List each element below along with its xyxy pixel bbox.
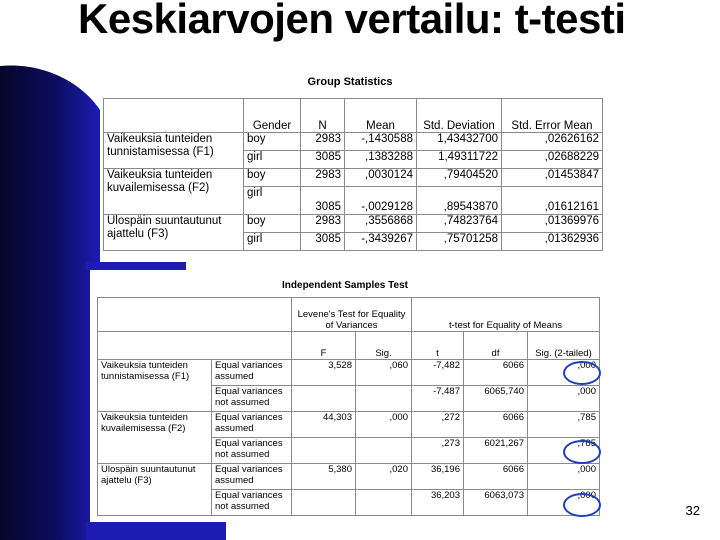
sd-cell: 1,49311722 [417, 151, 502, 169]
df-cell: 6066 [464, 360, 528, 386]
mean-cell: -,3439267 [345, 233, 417, 251]
header-cell: N [301, 99, 345, 133]
variable-label: Vaikeuksia tunteiden kuvailemisessa (F2) [98, 412, 212, 464]
f-cell [292, 490, 356, 516]
df-cell: 6065,740 [464, 386, 528, 412]
header-cell: df [464, 332, 528, 360]
sd-cell: ,74823764 [417, 215, 502, 233]
gender-cell: boy [244, 133, 301, 151]
se-cell: ,01612161 [502, 187, 603, 215]
variable-label: Vaikeuksia tunteiden tunnistamisessa (F1) [98, 360, 212, 412]
f-cell: 3,528 [292, 360, 356, 386]
header-cell: F [292, 332, 356, 360]
page-number: 32 [685, 503, 700, 518]
sig-cell: ,060 [356, 360, 412, 386]
gender-cell: girl [244, 233, 301, 251]
header-cell: Std. Error Mean [502, 99, 603, 133]
sig-cell [356, 438, 412, 464]
header-cell: Mean [345, 99, 417, 133]
n-cell: 3085 [301, 233, 345, 251]
sig2-cell: ,000 [528, 490, 600, 516]
assumption-cell: Equal variances not assumed [212, 490, 292, 516]
t-cell: -7,482 [412, 360, 464, 386]
t-cell: ,273 [412, 438, 464, 464]
f-cell [292, 438, 356, 464]
variable-label: Ulospäin suuntautunut ajattelu (F3) [104, 215, 244, 251]
n-cell: 2983 [301, 133, 345, 151]
sig2-cell: ,000 [528, 386, 600, 412]
assumption-cell: Equal variances assumed [212, 464, 292, 490]
assumption-cell: Equal variances assumed [212, 360, 292, 386]
t-cell: 36,203 [412, 490, 464, 516]
se-cell: ,01369976 [502, 215, 603, 233]
mean-cell: -,0029128 [345, 187, 417, 215]
mean-cell: ,1383288 [345, 151, 417, 169]
gender-cell: boy [244, 169, 301, 187]
table-row [98, 412, 600, 438]
df-cell: 6021,267 [464, 438, 528, 464]
mean-cell: ,3556868 [345, 215, 417, 233]
variable-label: Vaikeuksia tunteiden kuvailemisessa (F2) [104, 169, 244, 215]
highlight-ring-f1 [563, 361, 601, 385]
slide-title: Keskiarvojen vertailu: t-testi [78, 0, 626, 42]
group-statistics-table [103, 98, 603, 251]
table-row [104, 133, 603, 151]
n-cell: 3085 [301, 187, 345, 215]
table-header-row [98, 298, 600, 332]
assumption-cell: Equal variances not assumed [212, 438, 292, 464]
header-cell: t [412, 332, 464, 360]
sd-cell: ,79404520 [417, 169, 502, 187]
table-header-row [104, 99, 603, 133]
f-cell: 44,303 [292, 412, 356, 438]
gender-cell: boy [244, 215, 301, 233]
sig2-cell: ,000 [528, 464, 600, 490]
n-cell: 2983 [301, 215, 345, 233]
group-statistics-title: Group Statistics [307, 76, 393, 88]
navy-bar-shape [86, 262, 186, 270]
table-row [104, 169, 603, 187]
table-row [98, 464, 600, 490]
gender-cell: girl [244, 187, 301, 215]
navy-curve-shape [0, 65, 100, 540]
sig2-cell: ,000 [528, 360, 600, 386]
df-cell: 6066 [464, 464, 528, 490]
f-cell: 5,380 [292, 464, 356, 490]
se-cell: ,01362936 [502, 233, 603, 251]
t-cell: -7,487 [412, 386, 464, 412]
sig2-cell: ,785 [528, 412, 600, 438]
assumption-cell: Equal variances not assumed [212, 386, 292, 412]
f-cell [292, 386, 356, 412]
header-cell: Sig. [356, 332, 412, 360]
mean-cell: ,0030124 [345, 169, 417, 187]
variable-label: Ulospäin suuntautunut ajattelu (F3) [98, 464, 212, 516]
header-cell: Sig. (2-tailed) [528, 332, 600, 360]
sd-cell: ,89543870 [417, 187, 502, 215]
n-cell: 2983 [301, 169, 345, 187]
header-cell: Std. Deviation [417, 99, 502, 133]
n-cell: 3085 [301, 151, 345, 169]
header-cell: Gender [244, 99, 301, 133]
se-cell: ,01453847 [502, 169, 603, 187]
ttest-header: t-test for Equality of Means [412, 298, 600, 332]
df-cell: 6066 [464, 412, 528, 438]
t-cell: ,272 [412, 412, 464, 438]
table-row [98, 360, 600, 386]
independent-samples-table [97, 297, 600, 516]
independent-samples-title: Independent Samples Test [282, 280, 408, 291]
table-header-row [98, 332, 600, 360]
sig2-cell: ,785 [528, 438, 600, 464]
sig-cell: ,000 [356, 412, 412, 438]
sig-cell [356, 490, 412, 516]
header-cell [104, 99, 244, 133]
levene-header: Levene's Test for Equality of Variances [292, 298, 412, 332]
t-cell: 36,196 [412, 464, 464, 490]
header-cell [98, 332, 292, 360]
table-row [104, 215, 603, 233]
sig-cell: ,020 [356, 464, 412, 490]
sd-cell: ,75701258 [417, 233, 502, 251]
sig-cell [356, 386, 412, 412]
se-cell: ,02688229 [502, 151, 603, 169]
highlight-ring-f2 [563, 440, 601, 464]
navy-footer-bar-shape [86, 522, 226, 540]
variable-label: Vaikeuksia tunteiden tunnistamisessa (F1) [104, 133, 244, 169]
df-cell: 6063,073 [464, 490, 528, 516]
se-cell: ,02626162 [502, 133, 603, 151]
gender-cell: girl [244, 151, 301, 169]
highlight-ring-f3 [563, 493, 601, 517]
mean-cell: -,1430588 [345, 133, 417, 151]
sd-cell: 1,43432700 [417, 133, 502, 151]
assumption-cell: Equal variances assumed [212, 412, 292, 438]
header-cell [98, 298, 292, 332]
